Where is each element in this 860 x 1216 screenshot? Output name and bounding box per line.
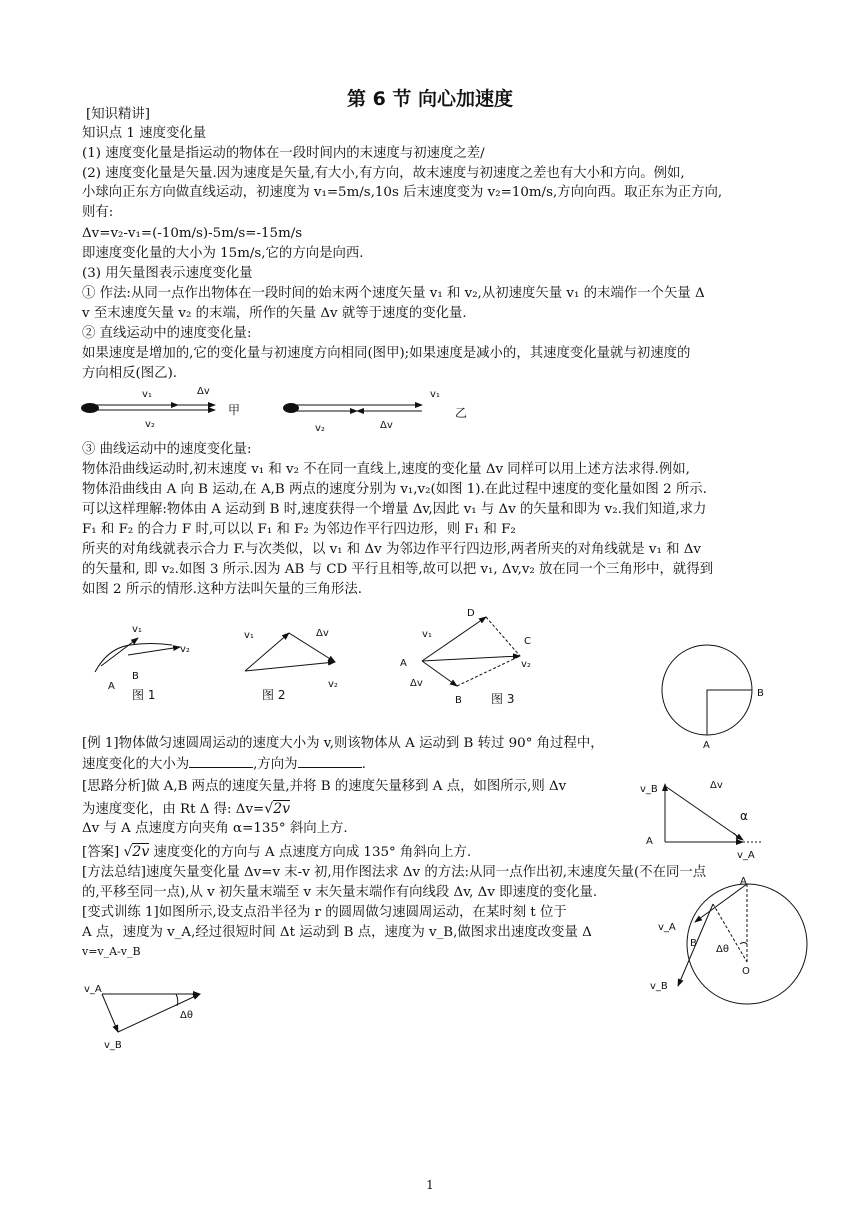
answer-sqrt: √2v — [123, 844, 150, 860]
ex1-text-1: 速度变化的大小为 — [82, 757, 190, 772]
summary-line-2: 的,平移至同一点),从 v 初矢量末端至 v 末矢量末端作有向线段 Δv, Δv 即速度的变化量. — [82, 885, 598, 900]
sqrt-expression: √2v — [264, 801, 291, 817]
section-tag: [知识精讲] — [86, 107, 151, 122]
fig3-A-label: A — [400, 658, 407, 669]
analysis-vector-triangle — [640, 772, 770, 862]
figure-1 — [95, 624, 190, 702]
analysis-line-c: Δv 与 A 点速度方向夹角 α=135° 斜向上方. — [82, 821, 348, 836]
yi-v1-label: v₁ — [430, 389, 440, 400]
var-A-label: A — [740, 876, 747, 887]
blank-magnitude[interactable] — [189, 755, 253, 768]
variant-line-3: v=v_A-v_B — [82, 945, 141, 958]
ex1-text-2: ,方向为 — [253, 757, 298, 772]
example-1-line-a: [例 1]物体做匀速圆周运动的速度大小为 v,则该物体从 A 运动到 B 转过 90° 角过程中， — [82, 736, 604, 751]
example1-circle-diagram — [655, 640, 775, 750]
para-9d: F₁ 和 F₂ 的合力 F 时,可以以 F₁ 和 F₂ 为邻边作平行四边形，则 F₁ 和 F₂ — [82, 522, 516, 537]
para-9c: 可以这样理解:物体由 A 运动到 B 时,速度获得一个增量 Δv,因此 v₁ 与 Δv 的矢量和即为 v₂.我们知道,求力 — [82, 502, 707, 517]
para-9g: 如图 2 所示的情形.这种方法叫矢量的三角形法. — [82, 582, 362, 597]
fig1-v1-label: v₁ — [132, 624, 142, 635]
fig3-B-label: B — [455, 695, 462, 706]
answer-radicand: 2v — [132, 844, 150, 860]
var-dtheta-label: Δθ — [716, 944, 729, 955]
para-7b: 方向相反(图乙). — [82, 366, 178, 381]
fig3-v2-label: v₂ — [521, 659, 531, 670]
tri-dv-label: Δv — [710, 780, 723, 791]
fig1-v2-label: v₂ — [180, 644, 190, 655]
fig2-v2-label: v₂ — [328, 679, 338, 690]
figure-2 — [244, 628, 338, 702]
sqrt-radicand: 2v — [273, 801, 291, 817]
tri-vB-label: v_B — [640, 784, 658, 795]
blank-direction[interactable] — [298, 755, 362, 768]
para-9e: 所夹的对角线就表示合力 F.与次类似，以 v₁ 和 Δv 为邻边作平行四边形,两者所夹的对角线就是 v₁ 和 Δv — [82, 542, 701, 557]
analysis-line-a: [思路分析]做 A,B 两点的速度矢量,并将 B 的速度矢量移到 A 点，如图所示,则 Δv — [82, 779, 567, 794]
fig3-v1-label: v₁ — [422, 629, 432, 640]
para-5a: ① 作法:从同一点作出物体在一段时间的始末两个速度矢量 v₁ 和 v₂,从初速度矢量 v₁ 的末端作一个矢量 Δ — [82, 286, 705, 301]
variant-circle-diagram — [650, 874, 800, 994]
para-9a: 物体沿曲线运动时,初末速度 v₁ 和 v₂ 不在同一直线上,速度的变化量 Δv 同样可以用上述方法求得.例如, — [82, 462, 690, 477]
diagram-yi — [283, 389, 467, 434]
para-8: ③ 曲线运动中的速度变化量: — [82, 442, 252, 457]
yi-dv-label: Δv — [380, 420, 393, 431]
bl-dtheta-label: Δθ — [180, 1010, 193, 1021]
knowledge-point-1: 知识点 1 速度变化量 — [82, 126, 207, 141]
fig2-dv-label: Δv — [316, 628, 329, 639]
answer-line — [82, 843, 471, 862]
linear-velocity-diagrams — [0, 380, 860, 440]
answer-text: 速度变化的方向与 A 点速度方向成 135° 角斜向上方. — [153, 845, 472, 860]
circle-A-label: A — [703, 740, 710, 751]
para-7a: 如果速度是增加的,它的变化量与初速度方向相同(图甲);如果速度是减小的，其速度变化量就与初速度的 — [82, 346, 691, 361]
tri-alpha-label: α — [740, 809, 748, 823]
var-B-label: B — [690, 938, 697, 949]
tri-vA-label: v_A — [737, 850, 755, 861]
para-9f: 的矢量和, 即 v₂.如图 3 所示.因为 AB 与 CD 平行且相等,故可以把 v₁, Δv,v₂ 放在同一个三角形中，就得到 — [82, 562, 714, 577]
yi-label: 乙 — [455, 406, 468, 420]
jia-v2-label: v₂ — [145, 419, 155, 430]
para-1: (1) 速度变化量是指运动的物体在一段时间内的末速度与初速度之差/ — [82, 146, 485, 161]
summary-line-1: [方法总结]速度矢量变化量 Δv=v 末-v 初,用作图法求 Δv 的方法:从同一点作出初,末速度矢量(不在同一点 — [82, 865, 707, 880]
jia-v1-label: v₁ — [142, 389, 152, 400]
page-number: 1 — [426, 1178, 434, 1192]
fig3-D-label: D — [467, 608, 475, 619]
para-2b: 小球向正东方向做直线运动，初速度为 v₁=5m/s,10s 后末速度变为 v₂=10m/s,方向向西。取正东为正方向, — [82, 185, 723, 200]
fig1-B-label: B — [132, 671, 139, 682]
fig2-v1-label: v₁ — [244, 630, 254, 641]
yi-v2-label: v₂ — [315, 423, 325, 434]
fig2-caption: 图 2 — [262, 688, 286, 702]
tri-A-label: A — [646, 836, 653, 847]
para-3: 即速度变化量的大小为 15m/s,它的方向是向西. — [82, 246, 364, 261]
circle-B-label: B — [757, 688, 764, 699]
var-vB-label: v_B — [650, 981, 668, 992]
para-6: ② 直线运动中的速度变化量: — [82, 326, 252, 341]
bl-vA-label: v_A — [84, 984, 102, 995]
jia-label: 甲 — [228, 403, 241, 417]
para-2a: (2) 速度变化量是矢量.因为速度是矢量,有大小,有方向，故末速度与初速度之差也有大小和方向。例如, — [82, 166, 685, 181]
variant-vector-triangle — [80, 980, 210, 1060]
para-5b: v 至末速度矢量 v₂ 的末端，所作的矢量 Δv 就等于速度的变化量. — [82, 306, 467, 321]
fig1-A-label: A — [108, 681, 115, 692]
para-4: (3) 用矢量图表示速度变化量 — [82, 266, 253, 281]
variant-line-1: [变式训练 1]如图所示,设支点沿半径为 r 的圆周做匀速圆周运动，在某时刻 t 位于 — [82, 905, 567, 920]
para-9b: 物体沿曲线由 A 向 B 运动,在 A,B 两点的速度分别为 v₁,v₂(如图 1).在此过程中速度的变化量如图 2 所示. — [82, 482, 707, 497]
formula-1: Δv=v₂-v₁=(-10m/s)-5m/s=-15m/s — [82, 226, 303, 241]
example-1-line-b — [82, 755, 366, 774]
para-2c: 则有: — [82, 205, 114, 220]
ex1-text-3: . — [361, 757, 366, 772]
fig3-dv-label: Δv — [410, 678, 423, 689]
figure-3 — [400, 608, 531, 706]
variant-line-2: A 点，速度为 v_A,经过很短时间 Δt 运动到 B 点，速度为 v_B,做图求出速度改变量 Δ — [82, 925, 592, 940]
fig3-caption: 图 3 — [491, 692, 515, 706]
var-vA-label: v_A — [658, 922, 676, 933]
analysis-text: 为速度变化，由 Rt Δ 得: Δv= — [82, 802, 265, 817]
bl-vB-label: v_B — [104, 1040, 122, 1051]
fig1-caption: 图 1 — [132, 688, 156, 702]
diagram-jia — [81, 386, 240, 430]
jia-dv-label: Δv — [197, 386, 210, 397]
analysis-line-b — [82, 800, 290, 819]
var-O-label: O — [742, 966, 750, 977]
answer-label: [答案] — [82, 845, 120, 860]
page-title: 第 6 节 向心加速度 — [346, 88, 514, 110]
fig3-C-label: C — [524, 636, 531, 647]
